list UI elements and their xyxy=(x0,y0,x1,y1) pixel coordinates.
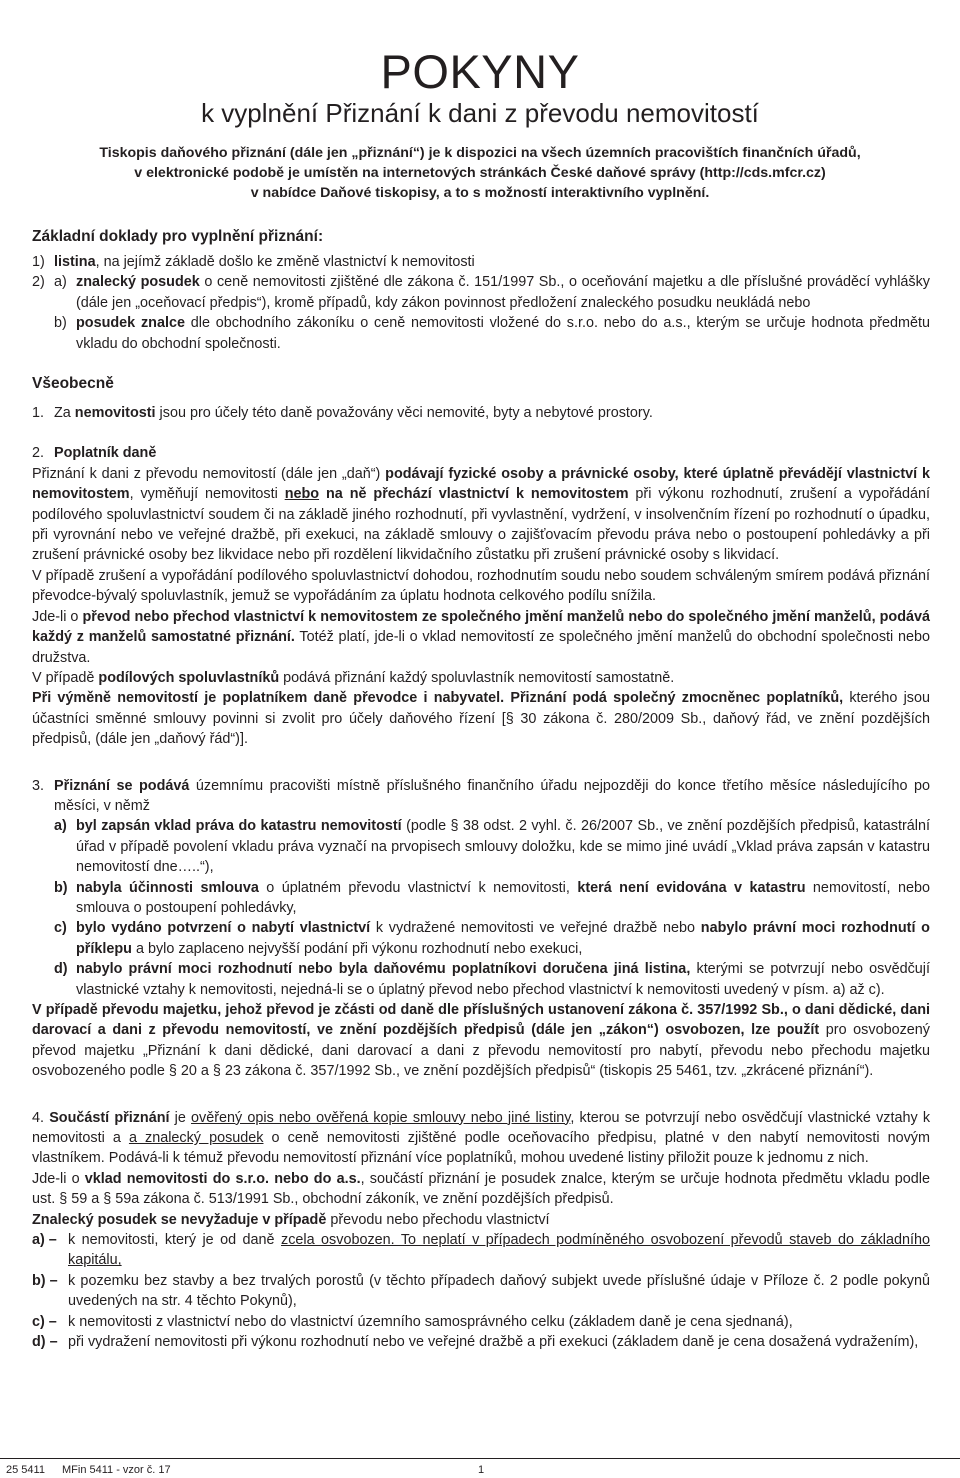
basic-item-1 xyxy=(32,252,930,272)
section-3-item-d: d) nabylo právní moci rozhodnutí nebo byla daňovému poplatníkovi doručena jiná listina, kterými se potvrzují nebo osvědčují vlastnické vztahy k nemovitosti, nejedná-li se o úplatný převod nebo přechod vlastnictví k nemovitosti uvedený v písm. a) až c). xyxy=(54,961,930,998)
page-footer xyxy=(0,1458,960,1478)
paragraph: V případě převodu majetku, jehož převod je zčásti od daně dle příslušných ustanovení zákona č. 357/1992 Sb., o dani dědické, dani darovací a dani z převodu nemovitostí, ve znění pozdějších předpisů (dále jen „zákon“) osvobozen, lze použít pro osvobozený převod majetku „Přiznání k dani dědické, dani darovací a dani z převodu nemovitostí pro nabytí, převodu nebo přechodu majetku osvobozeného podle § 20 a § 23 zákona č. 357/1992 Sb., ve znění pozdějších předpisů“ (tiskopis 25 5461, tzv. „zkrácené přiznání“). xyxy=(32,1002,930,1080)
intro-line: v nabídce Daňové tiskopisy, a to s možností interaktivního vyplnění. xyxy=(250,185,710,201)
general-heading: Všeobecně xyxy=(32,375,114,393)
page-subtitle: k vyplnění Přiznání k dani z převodu nemovitostí xyxy=(201,98,759,128)
item-body xyxy=(54,272,930,354)
intro-line: Tiskopis daňového přiznání (dále jen „přiznání“) je k dispozici na všech územních pracovištích finančních úřadů, xyxy=(99,145,861,161)
section-4: 4. Součástí přiznání je ověřený opis nebo ověřená kopie smlouvy nebo jiné listiny, kterou se potvrzují nebo osvědčují vlastnické vztahy k nemovitosti a a znalecký posudek o ceně nemovitosti zjištěné podle oceňovacího předpisu, platné v den nabytí nemovitosti novým vlastníkem. Podává-li k témuž převodu nemovitostí přiznání více poplatníků, mohou uvedené listiny přiložit pouze k jednomu z nich. xyxy=(32,1109,931,1167)
exemption-item-d: d) – při vydražení nemovitosti při výkonu rozhodnutí nebo ve veřejné dražbě a při exekuci (základem daně je cena dosažená vydražením), xyxy=(32,1334,919,1351)
intro-line: v elektronické podobě je umístěn na internetových stránkách České daňové správy (http://cds.mfcr.cz) xyxy=(134,165,826,181)
basic-docs-heading: Základní doklady pro vyplnění přiznání: xyxy=(32,228,324,245)
item-text: listina, na jejímž základě došlo ke změně vlastnictví k nemovitosti xyxy=(54,254,475,270)
paragraph: Znalecký posudek se nevyžaduje v případě převodu nebo přechodu vlastnictví xyxy=(32,1211,550,1228)
basic-item-2a: a) znalecký posudek o ceně nemovitosti zjištěné dle zákona č. 151/1997 Sb., o oceňování majetku a dle příslušné prováděcí vyhlášky (dále jen „oceňovací předpis“), kromě případů, kdy zákon povinnost předložení znaleckého posudku neukládá nebo xyxy=(54,274,930,311)
item-number: 1) xyxy=(32,254,45,270)
paragraph: Při výměně nemovitostí je poplatníkem daně převodce i nabyvatel. Přiznání podá společný zmocněnec poplatníků, kterého jsou účastníci směnné smlouvy povinni si zvolit pro účely daňového řízení [§ 30 zákona č. 280/2009 Sb., daňový řád, ve znění pozdějších předpisů, (dále jen „daňový řád“)]. xyxy=(32,690,930,748)
paragraph: Přiznání k dani z převodu nemovitostí (dále jen „daň“) podávají fyzické osoby a právnické osoby, které úplatně převádějí vlastnictví k nemovitostem, vyměňují nemovitosti nebo na ně přechází vlastnictví k nemovitostem při výkonu rozhodnutí, zrušení a vypořádání podílového spoluvlastnictví soudem či na základě jiného rozhodnutí, při vyvlastnění, vydržení, v insolvenčním řízení po rozhodnutí o úpadku, při vyrovnání nebo ve veřejné dražbě, při exekuci, na základě smlouvy o zajišťovacím převodu práva nebo o postoupení pohledávky a při zrušení právnické osoby bez likvidace nebo při rozdělení likvidačního zůstatku při zrušení právnické osoby s likvidací. xyxy=(32,465,930,564)
section-title: Poplatník daně xyxy=(54,445,157,462)
general-item-2: 2. Poplatník daně xyxy=(32,443,930,463)
form-code: 25 5411 xyxy=(6,1464,45,1476)
section-3: 3. Přiznání se podává územnímu pracovišti místně příslušného finančního úřadu nejpozději do konce třetího měsíce následujícího po měsíci, v němž a) byl zapsán vklad práva do katastru nemovitostí (podle § 38 odst. 2 vyhl. č. 26/2007 Sb., ve znění pozdějších předpisů, katastrální úřad v případě povolení vkladu práva vyznačí na prvopisech smlouvy doložku, kde se mimo jiné uvádí „Vklad práva zapsán v katastru nemovitostí dne…..“), b) nabyla účinnosti smlouva o úplatném převodu vlastnictví k nemovitosti, která není evidována v katastru nemovitostí, nebo smlouva o postoupení pohledávky, c) bylo vydáno potvrzení o nabytí vlastnictví k vydražené nemovitosti ve veřejné dražbě nebo nabylo právní moci rozhodnutí o příklepu a bylo zaplaceno nejvyšší podání při výkonu rozhodnutí nebo exekuci, d) nabylo právní moci rozhodnutí nebo byla daňovému poplatníkovi doručena jiná listina, kterými se potvrzují nebo osvědčují vlastnické vztahy k nemovitosti, nejedná-li se o úplatný převod nebo přechod vlastnictví k nemovitosti uvedený v písm. a) až c). xyxy=(32,776,930,1000)
section-3-item-c: c) bylo vydáno potvrzení o nabytí vlastnictví k vydražené nemovitosti ve veřejné dražbě nebo nabylo právní moci rozhodnutí o příklepu a bylo zaplaceno nejvyšší podání při výkonu rozhodnutí nebo exekuci, xyxy=(54,920,930,957)
paragraph: V případě podílových spoluvlastníků podává přiznání každý spoluvlastník nemovitostí samostatně. xyxy=(32,669,675,686)
page-number: 1 xyxy=(478,1464,485,1476)
form-version: MFin 5411 - vzor č. 17 xyxy=(62,1464,171,1476)
exemption-item-b: b) – k pozemku bez stavby a bez trvalých porostů (v těchto případech daňový subjekt uvede příslušné údaje v Příloze č. 2 podle pokynů uvedených na str. 4 těchto Pokynů), xyxy=(32,1272,930,1310)
exemption-item-c: c) – k nemovitosti z vlastnictví nebo do vlastnictví územního samosprávného celku (základem daně je cena sjednaná), xyxy=(32,1313,793,1330)
page-title: POKYNY xyxy=(380,45,580,98)
section-3-item-b: b) nabyla účinnosti smlouva o úplatném převodu vlastnictví k nemovitosti, která není evidována v katastru nemovitostí, nebo smlouva o postoupení pohledávky, xyxy=(54,879,930,916)
paragraph: V případě zrušení a vypořádání podílového spoluvlastnictví dohodou, rozhodnutím soudu nebo soudem schváleným smírem podává přiznání převodce-bývalý spoluvlastník, jemuž se vypořádáním za úplatu hodnota celkového podílu snížila. xyxy=(32,567,930,605)
paragraph: Jde-li o vklad nemovitosti do s.r.o. nebo do a.s., součástí přiznání je posudek znalce, kterým se určuje hodnota předmětu vkladu podle ust. § 59 a § 59a zákona č. 513/1991 Sb., obchodní zákoník, ve znění pozdějších předpisů. xyxy=(32,1170,930,1208)
intro-block xyxy=(40,143,920,203)
basic-item-2 xyxy=(32,272,930,354)
paragraph: Jde-li o převod nebo přechod vlastnictví k nemovitostem ze společného jmění manželů nebo do společného jmění manželů, podává každý z manželů samostatné přiznání. Totéž platí, jde-li o vklad nemovitostí ze společného jmění manželů do obchodní společnosti nebo družstva. xyxy=(32,608,931,666)
main-content xyxy=(32,225,930,1353)
basic-item-2b: b) posudek znalce dle obchodního zákoníku o ceně nemovitosti vložené do s.r.o. nebo do a.s., kterým se určuje hodnota předmětu vkladu do obchodní společnosti. xyxy=(54,315,930,352)
section-3-item-a: a) byl zapsán vklad práva do katastru nemovitostí (podle § 38 odst. 2 vyhl. č. 26/2007 Sb., ve znění pozdějších předpisů, katastrální úřad v případě povolení vkladu práva vyznačí na prvopisech smlouvy doložku, kde se mimo jiné uvádí „Vklad práva zapsán v katastru nemovitostí dne…..“), xyxy=(54,818,930,876)
general-item-1: 1. Za nemovitosti jsou pro účely této daně považovány věci nemovité, byty a nebytové prostory. xyxy=(32,405,653,422)
item-number: 2) xyxy=(32,274,45,291)
exemption-item-a: a) – k nemovitosti, který je od daně zcela osvobozen. To neplatí v případech podmíněného osvobození převodů staveb do základního kapitálu, xyxy=(32,1232,931,1269)
